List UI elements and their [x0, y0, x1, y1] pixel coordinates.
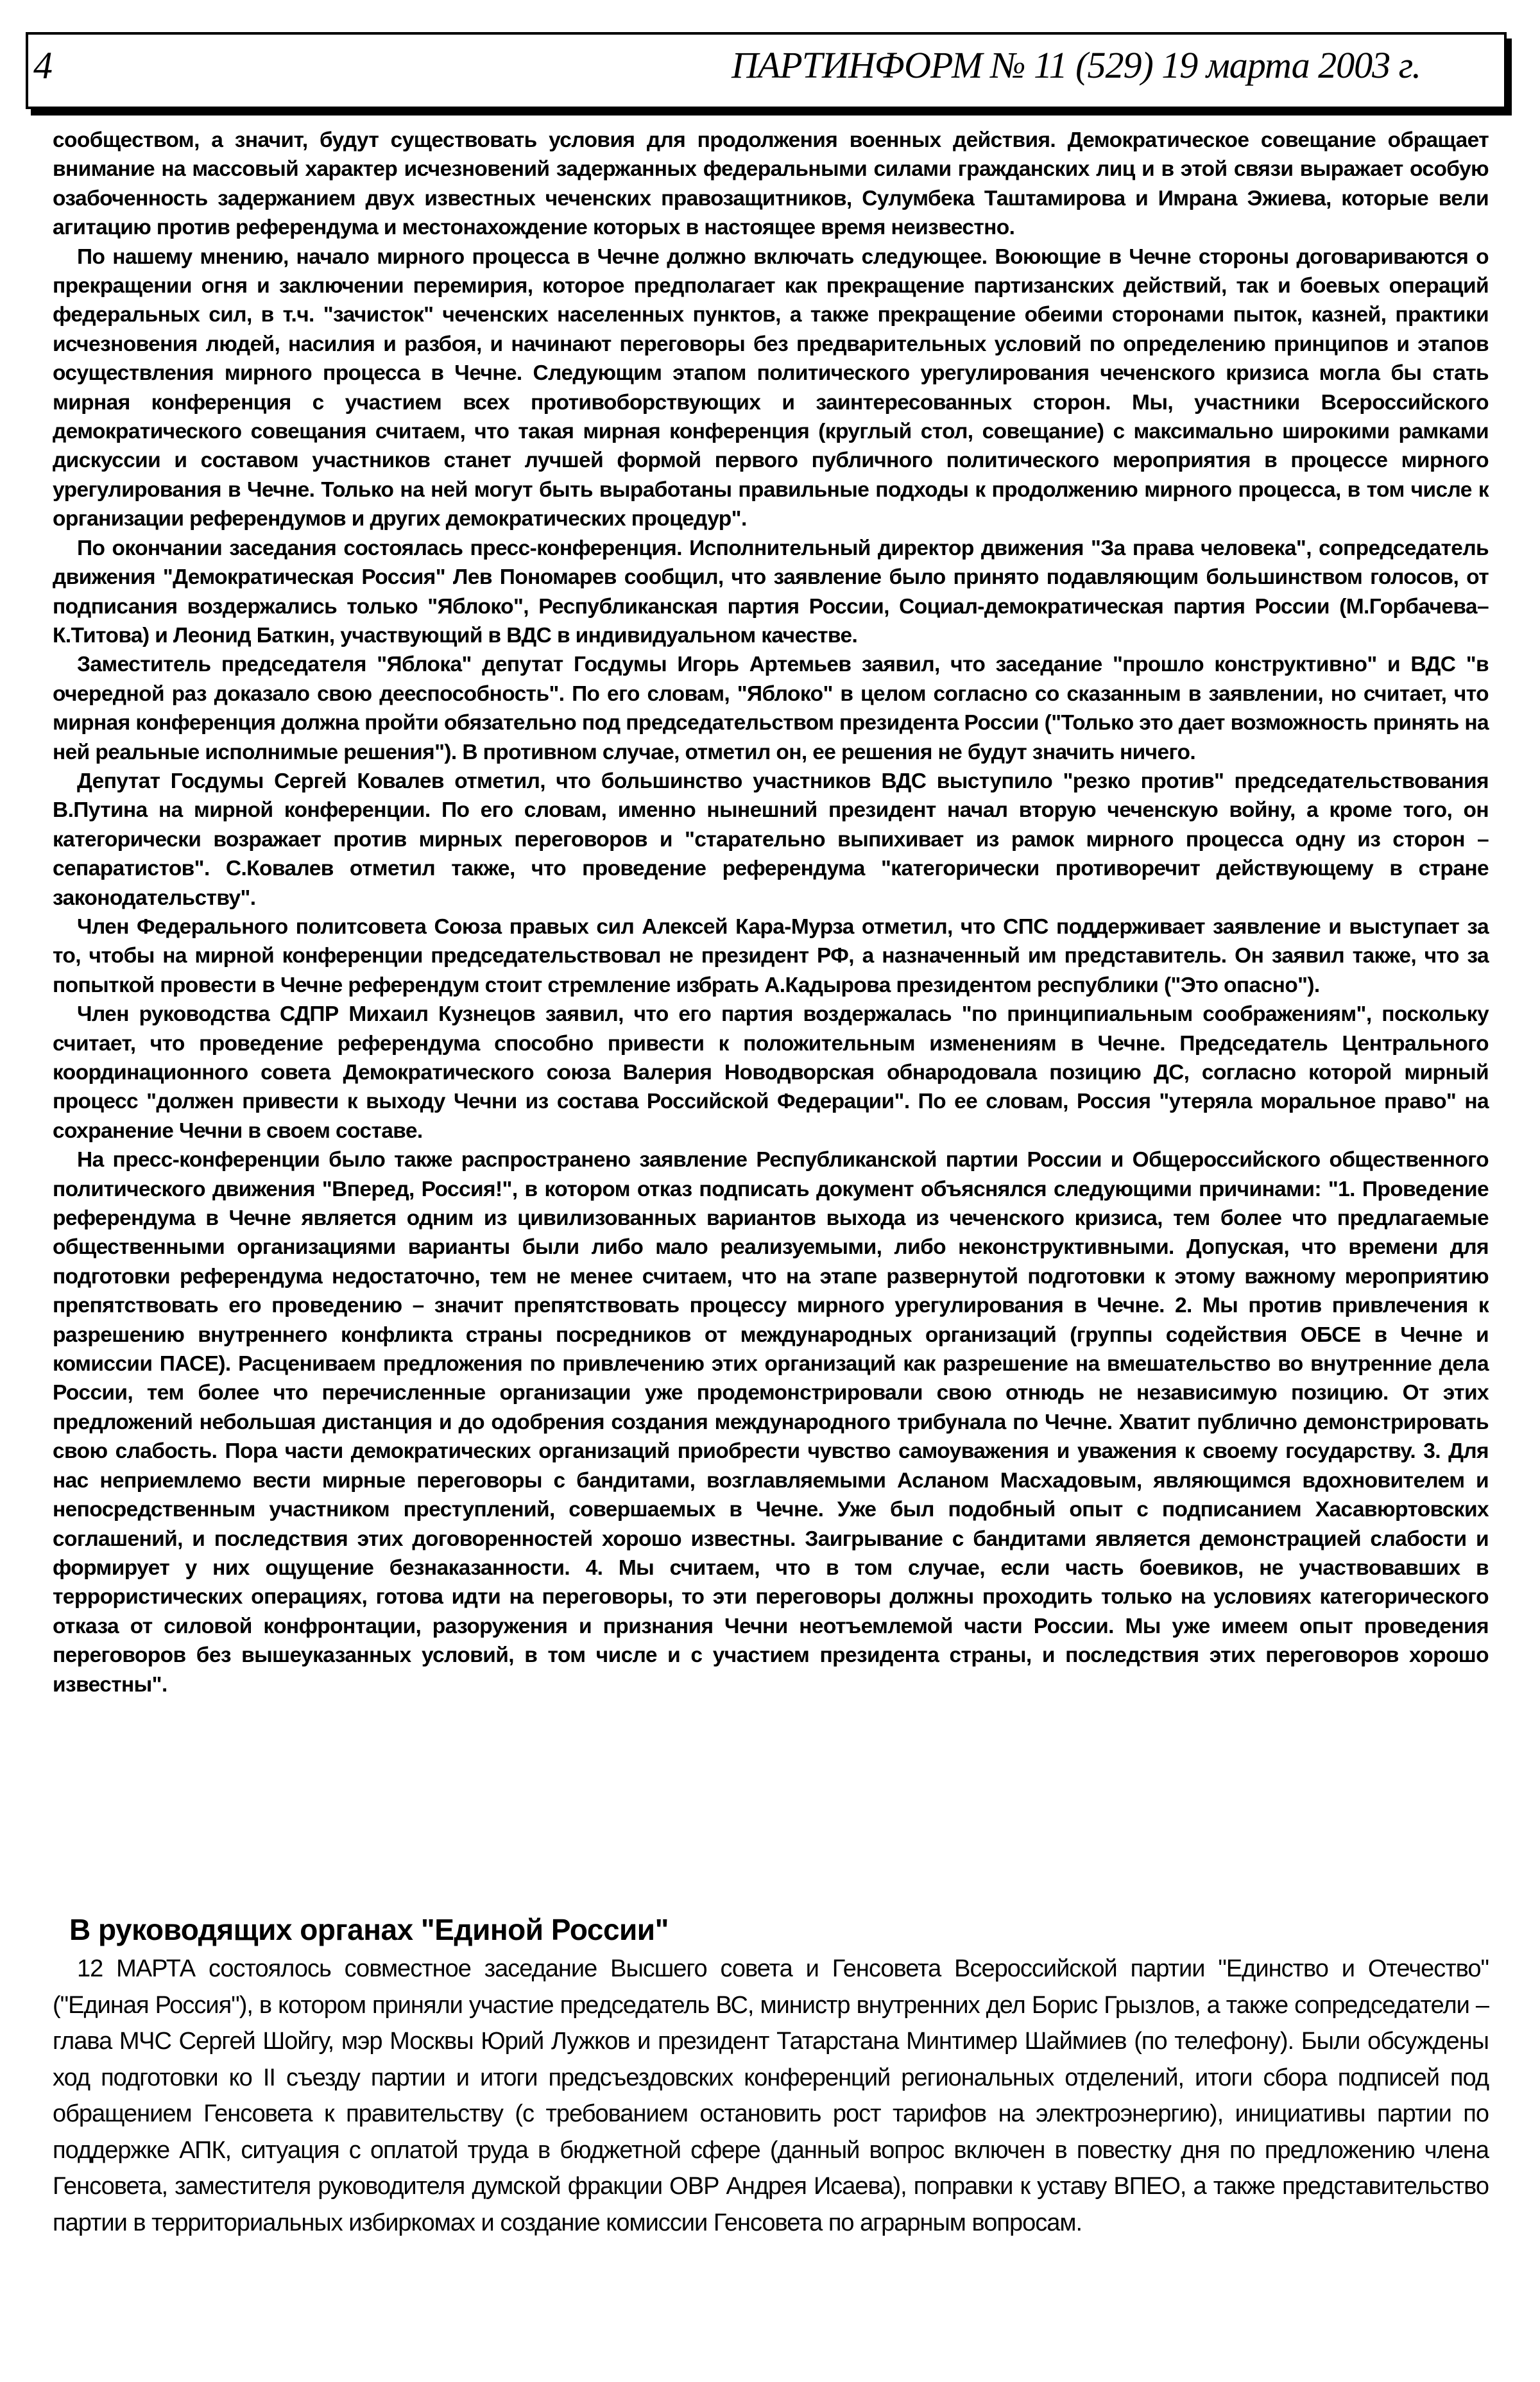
- paragraph: Член Федерального политсовета Союза правых сил Алексей Кара-Мурза отметил, что СПС поддерживает заявление и выступает за то, чтобы на мирной конференции председательствовал не президент РФ, а назначенный им представитель. Он заявил также, что за попыткой провести в Чечне референдум стоит стремление избрать А.Кадырова президентом республики ("Это опасно").: [53, 914, 1489, 997]
- paragraph: Депутат Госдумы Сергей Ковалев отметил, что большинство участников ВДС выступило "резко против" председательствования В.Путина на мирной конференции. По его словам, именно нынешний президент начал вторую чеченскую войну, а кроме того, он категорически возражает против мирных переговоров и "старательно выпихивает из рамок мирного процесса одну из сторон – сепаратистов". С.Ковалев отметил также, что проведение референдума "категорически противоречит действующему в стране законодательству".: [53, 769, 1489, 910]
- paragraph: сообществом, а значит, будут существовать условия для продолжения военных действия. Демократическое совещание обращает внимание на массовый характер исчезновений задержанных федеральными силами гражданских лиц и в этой связи выражает особую озабоченность задержанием двух известных чеченских правозащитников, Сулумбека Таштамирова и Имрана Эжиева, которые вели агитацию против референдума и местонахождение которых в настоящее время неизвестно.: [53, 128, 1489, 240]
- section-united-russia: [53, 1911, 1489, 2241]
- paragraph: Член руководства СДПР Михаил Кузнецов заявил, что его партия воздержалась "по принципиальным соображениям", поскольку считает, что проведение референдума способно привести к положительным изменениям в Чечне. Председатель Центрального координационного совета Демократического союза Валерия Новодворская обнародовала позицию ДС, согласно которой мирный процесс "должен привести к выходу Чечни из состава Российской Федерации". По ее словам, Россия "утеряла моральное право" на сохранение Чечни в своем составе.: [53, 1002, 1489, 1143]
- paragraph: На пресс-конференции было также распространено заявление Республиканской партии России и Общероссийского общественного политического движения "Вперед, Россия!", в котором отказ подписать документ объяснялся следующими причинами: "1. Проведение референдума в Чечне является одним из цивилизованных вариантов выхода из чеченского кризиса, тем более что предлагаемые общественными организациями варианты были либо мало реализуемыми, либо неконструктивными. Допуская, что времени для подготовки референдума недостаточно, тем не менее считаем, что на этапе развернутой подготовки к этому важному мероприятию препятствовать его проведению – значит препятствовать процессу мирного урегулирования в Чечне. 2. Мы против привлечения к разрешению внутреннего конфликта страны посредников от международных организаций (группы содействия ОБСЕ в Чечне и комиссии ПАСЕ). Расцениваем предложения по привлечению этих организаций как разрешение на вмешательство во внутренние дела России, тем более что перечисленные организации уже продемонстрировали свою отнюдь не независимую позицию. От этих предложений небольшая дистанция и до одобрения создания международного трибунала по Чечне. Хватит публично демонстрировать свою слабость. Пора части демократических организаций приобрести чувство самоуважения и уважения к своему государству. 3. Для нас неприемлемо вести мирные переговоры с бандитами, возглавляемыми Асланом Масхадовым, являющимся вдохновителем и непосредственным участником преступлений, совершаемых в Чечне. Уже был подобный опыт с подписанием Хасавюртовских соглашений, и последствия этих договоренностей хорошо известны. Заигрывание с бандитами является демонстрацией слабости и формирует у них ощущение безнаказанности. 4. Мы считаем, что в том случае, если часть боевиков, не участвовавших в террористических операциях, готова идти на переговоры, то эти переговоры должны проходить только на условиях категорического отказа от силовой конфронтации, разоружения и признания Чечни неотъемлемой части России. Мы уже имеем опыт проведения переговоров без вышеуказанных условий, в том числе и с участием президента страны, и последствия этих переговоров хорошо известны".: [53, 1148, 1489, 1697]
- paragraph: Заместитель председателя "Яблока" депутат Госдумы Игорь Артемьев заявил, что заседание "прошло конструктивно" и ВДС "в очередной раз доказало свою дееспособность". По его словам, "Яблоко" в целом согласно со сказанным в заявлении, но считает, что мирная конференция должна пройти обязательно под председательством президента России ("Только это дает возможность принять на ней реальные исполнимые решения"). В противном случае, отметил он, ее решения не будут значить ничего.: [53, 653, 1489, 764]
- page-number: 4: [33, 44, 53, 87]
- publication-title: ПАРТИНФОРМ № 11 (529) 19 марта 2003 г.: [731, 44, 1421, 86]
- section-heading: В руководящих органах "Единой России": [69, 1913, 669, 1946]
- section-paragraph: 12 МАРТА состоялось совместное заседание Высшего совета и Генсовета Всероссийской партии "Единство и Отечество" ("Единая Россия"), в котором приняли участие председатель ВС, министр внутренних дел Борис Грызлов, а также сопредседатели – глава МЧС Сергей Шойгу, мэр Москвы Юрий Лужков и президент Татарстана Минтимер Шаймиев (по телефону). Были обсуждены ход подготовки ко II съезду партии и итоги предсъездовских конференций региональных отделений, итоги сбора подписей под обращением Генсовета к правительству (с требованием остановить рост тарифов на электроэнергию), инициативы партии по поддержке АПК, ситуация с оплатой труда в бюджетной сфере (данный вопрос включен в повестку дня по предложению члена Генсовета, заместителя руководителя думской фракции ОВР Андрея Исаева), поправки к уставу ВПЕО, а также представительство партии в территориальных избиркомах и создание комиссии Генсовета по аграрным вопросам.: [53, 1955, 1489, 2236]
- page-header: [26, 32, 1507, 109]
- article-body: [53, 126, 1489, 1699]
- paragraph: По окончании заседания состоялась пресс-конференция. Исполнительный директор движения "За права человека", сопредседатель движения "Демократическая Россия" Лев Пономарев сообщил, что заявление было принято подавляющим большинством голосов, от подписания воздержались только "Яблоко", Республиканская партия России, Социал-демократическая партия России (М.Горбачева–К.Титова) и Леонид Баткин, участвующий в ВДС в индивидуальном качестве.: [53, 536, 1489, 647]
- paragraph: По нашему мнению, начало мирного процесса в Чечне должно включать следующее. Воюющие в Чечне стороны договариваются о прекращении огня и заключении перемирия, которое предполагает как прекращение партизанских действий, так и боевых операций федеральных сил, в т.ч. "зачисток" чеченских населенных пунктов, а также прекращение обеими сторонами пыток, казней, практики исчезновения людей, насилия и разбоя, и начинают переговоры без предварительных условий по определению принципов и этапов осуществления мирного процесса в Чечне. Следующим этапом политического урегулирования чеченского кризиса могла бы стать мирная конференция с участием всех противоборствующих и заинтересованных сторон. Мы, участники Всероссийского демократического совещания считаем, что такая мирная конференция (круглый стол, совещание) с максимально широкими рамками дискуссии и составом участников станет лучшей формой первого публичного политического мероприятия в процессе мирного урегулирования в Чечне. Только на ней могут быть выработаны правильные подходы к продолжению мирного процесса, в том числе к организации референдумов и других демократических процедур".: [53, 244, 1489, 531]
